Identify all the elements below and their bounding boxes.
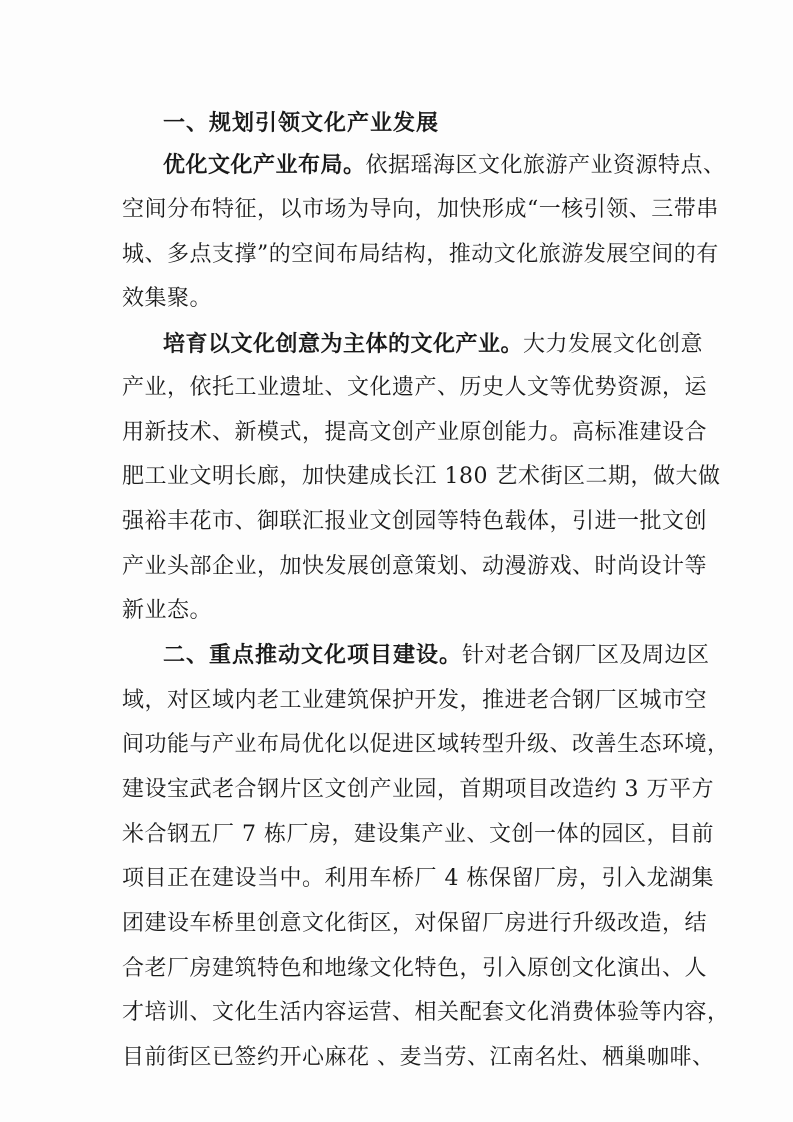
paragraph-line: 建设宝武老合钢片区文创产业园，首期项目改造约 3 万平方 bbox=[122, 777, 714, 802]
paragraph-line: 合老厂房建筑特色和地缘文化特色，引入原创文化演出、人 bbox=[122, 956, 708, 981]
paragraph-line: 产业，依托工业遗址、文化遗产、历史人文等优势资源，运 bbox=[122, 375, 708, 400]
paragraph-lead: 培育以文化创意为主体的文化产业。 bbox=[163, 331, 524, 357]
paragraph-line: 才培训、文化生活内容运营、相关配套文化消费体验等内容， bbox=[122, 1000, 730, 1025]
section-1-heading: 一、规划引领文化产业发展 bbox=[163, 111, 440, 136]
paragraph-lead: 优化文化产业布局。 bbox=[163, 152, 366, 178]
section-2-heading: 二、重点推动文化项目建设。 bbox=[163, 643, 463, 668]
paragraph-line: 目前街区已签约开心麻花 、麦当劳、江南名灶、栖巢咖啡、 bbox=[122, 1045, 715, 1070]
paragraph-line: 间功能与产业布局优化以促进区域转型升级、改善生态环境， bbox=[122, 732, 730, 757]
paragraph-text: 针对老合钢厂区及周边区 bbox=[462, 643, 710, 668]
paragraph-line bbox=[163, 150, 726, 181]
paragraph-line: 米合钢五厂 7 栋厂房，建设集产业、文创一体的园区，目前 bbox=[122, 822, 714, 847]
paragraph-text: 大力发展文化创意 bbox=[523, 332, 704, 357]
paragraph-line: 肥工业文明长廊，加快建成长江 180 艺术街区二期，做大做 bbox=[122, 464, 721, 489]
paragraph-line: 产业头部企业，加快发展创意策划、动漫游戏、时尚设计等 bbox=[122, 554, 708, 579]
paragraph-line: 团建设车桥里创意文化街区，对保留厂房进行升级改造，结 bbox=[122, 911, 708, 936]
paragraph-line bbox=[163, 641, 710, 671]
paragraph-line: 新业态。 bbox=[122, 598, 213, 623]
paragraph-line: 空间分布特征，以市场为导向，加快形成“一核引领、三带串 bbox=[122, 197, 719, 222]
paragraph-line: 强裕丰花市、御联汇报业文创园等特色载体，引进一批文创 bbox=[122, 509, 708, 534]
paragraph-line: 效集聚。 bbox=[122, 286, 213, 311]
paragraph-text: 依据瑶海区文化旅游产业资源特点、 bbox=[365, 153, 726, 178]
paragraph-line: 项目正在建设当中。利用车桥厂 4 栋保留厂房，引入龙湖集 bbox=[122, 866, 714, 891]
paragraph-line: 用新技术、新模式，提高文创产业原创能力。高标准建设合 bbox=[122, 420, 708, 445]
paragraph-line: 城、多点支撑”的空间布局结构，推动文化旅游发展空间的有 bbox=[122, 242, 719, 267]
paragraph-line: 域，对区域内老工业建筑保护开发，推进老合钢厂区城市空 bbox=[122, 688, 708, 713]
paragraph-line bbox=[163, 329, 703, 360]
